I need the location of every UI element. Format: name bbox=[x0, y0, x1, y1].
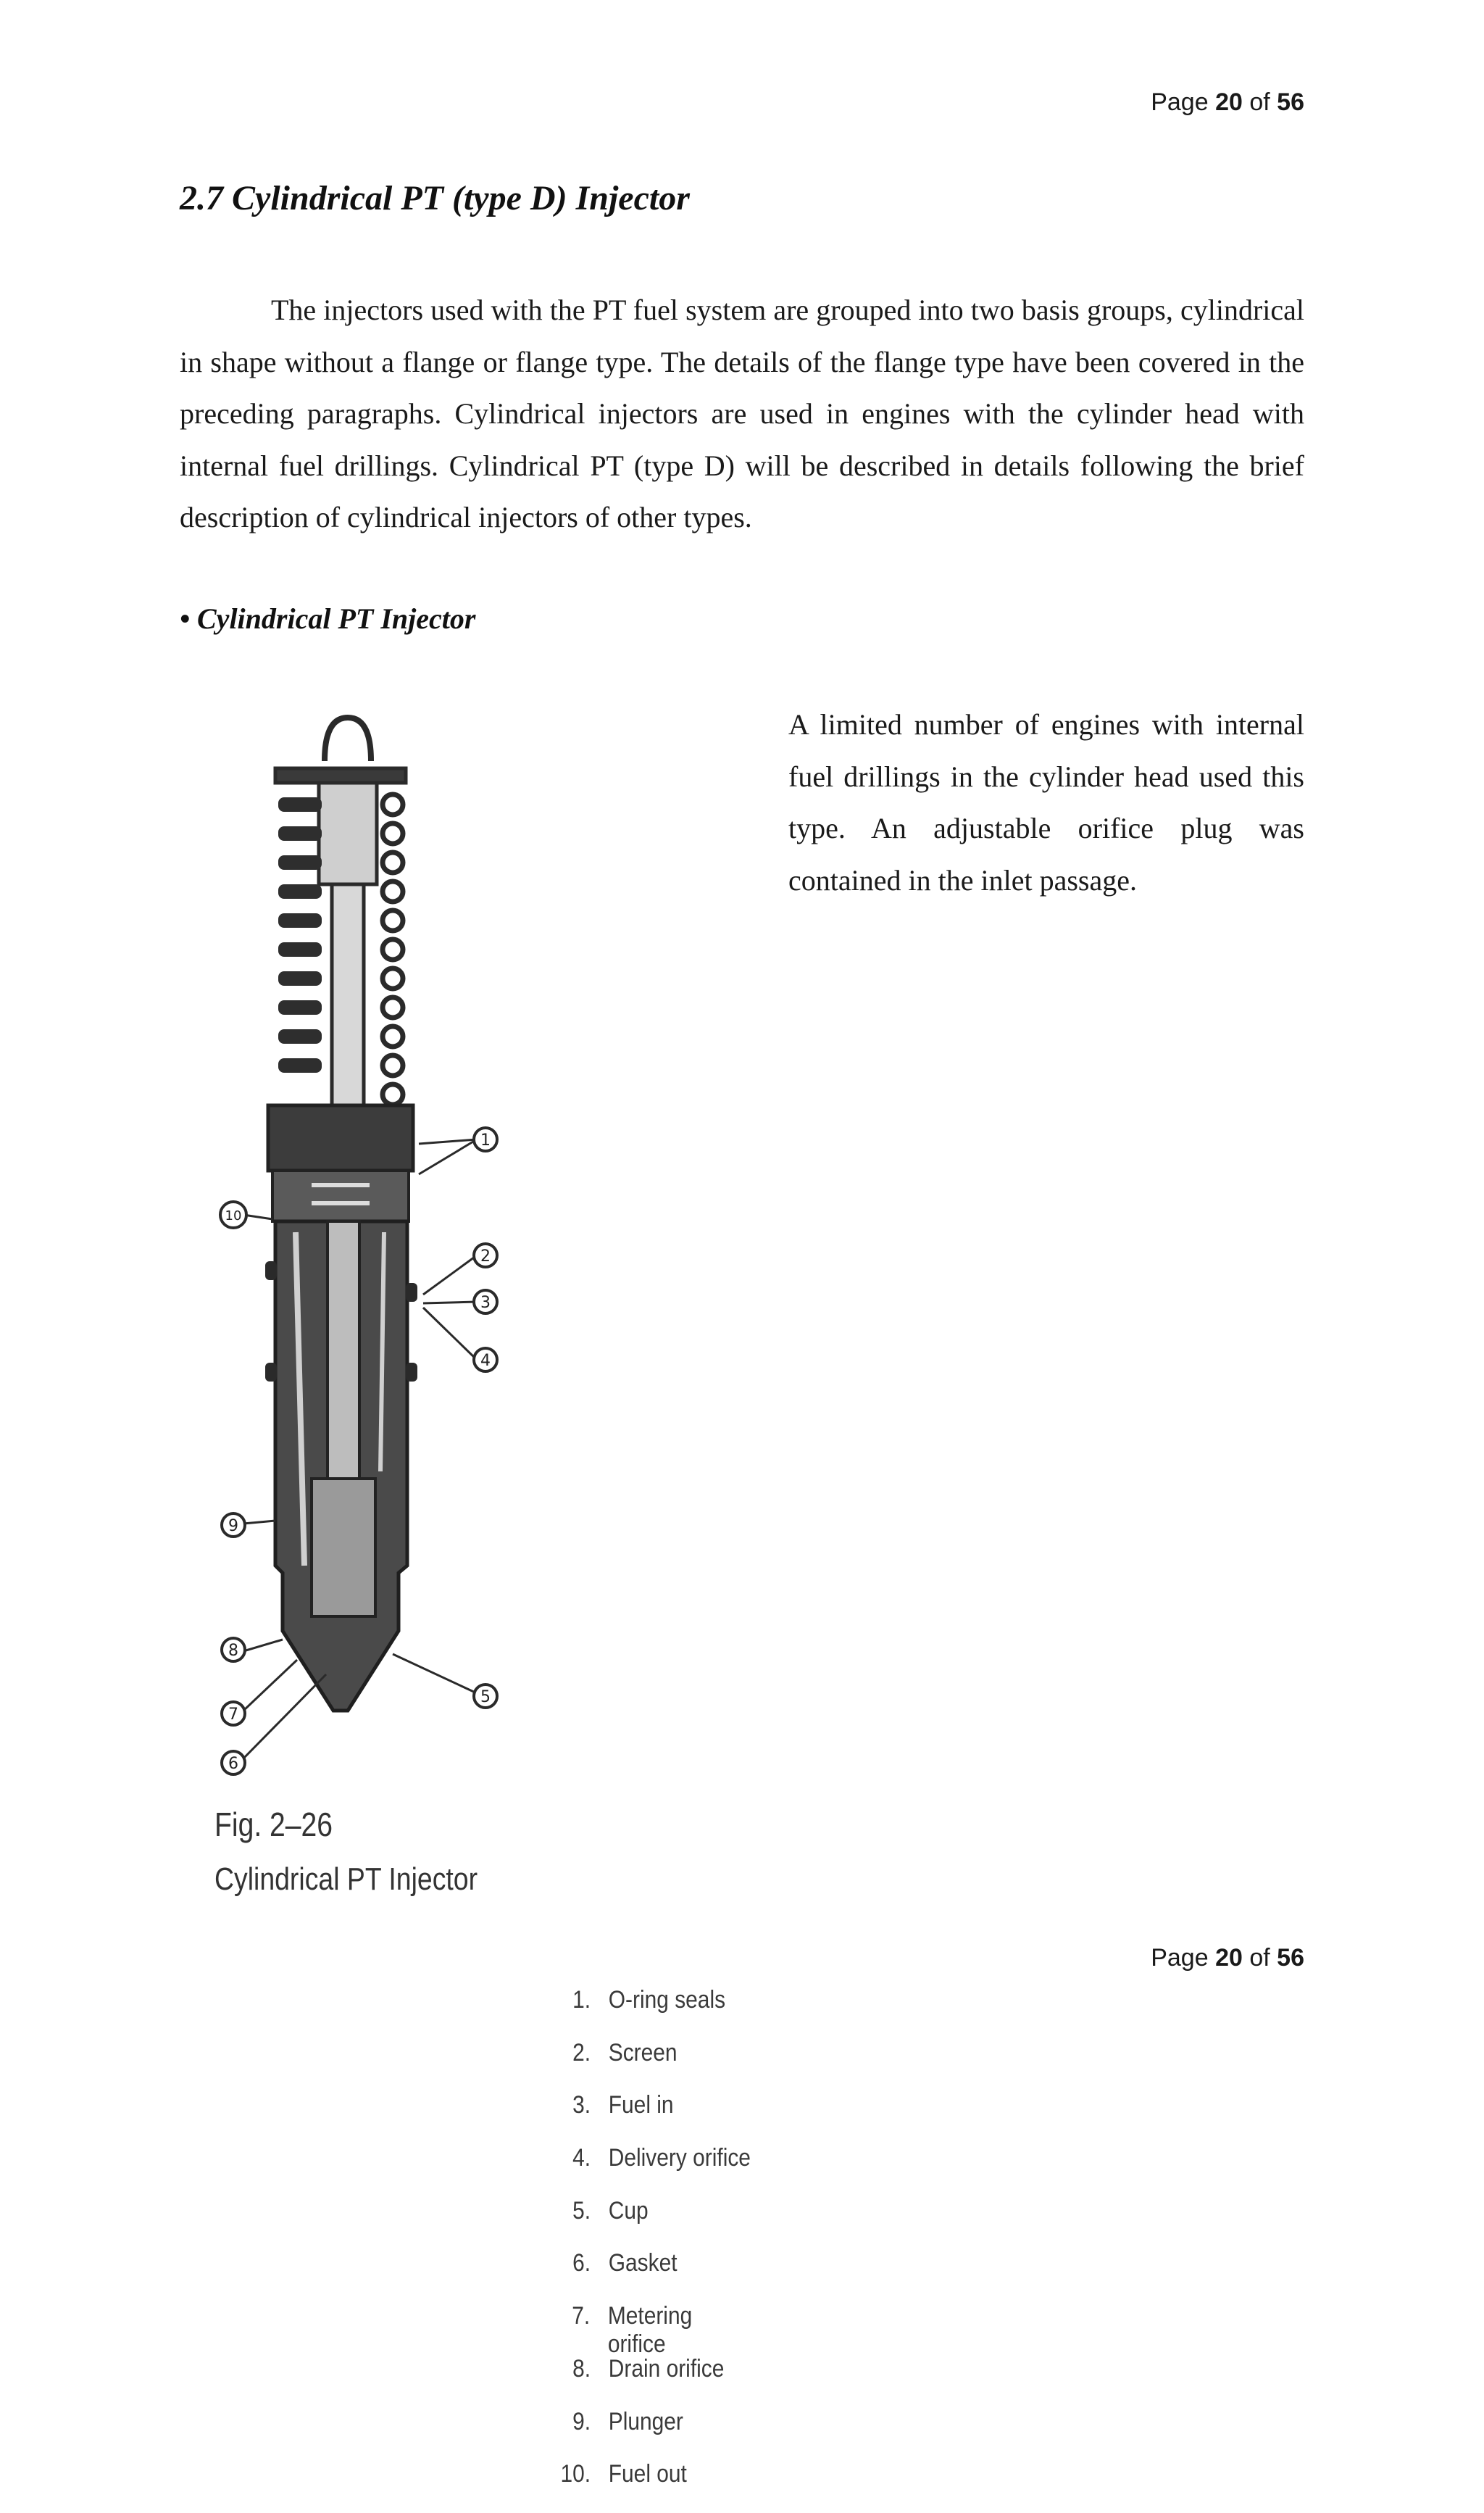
injector-figure bbox=[203, 710, 783, 2488]
legend-item: 4. Delivery orifice bbox=[572, 2144, 751, 2172]
callout-10 bbox=[220, 1202, 246, 1228]
legend-item: 3. Fuel in bbox=[572, 2091, 674, 2119]
side-paragraph: A limited number of engines with internal fuel drillings in the cylinder head used this type. An adjustable orifice plug was contained in the inlet passage. bbox=[788, 708, 1304, 897]
callout-9 bbox=[222, 1513, 245, 1537]
page-of: of bbox=[1249, 1944, 1270, 1972]
svg-text:3: 3 bbox=[480, 1294, 491, 1312]
callout-8 bbox=[222, 1638, 245, 1661]
page-number-footer bbox=[1151, 1944, 1304, 1972]
intro-paragraph: The injectors used with the PT fuel system are grouped into two basis groups, cylindrical in shape without a flange or flange type. The details of the flange type have been covered in the preceding paragraphs. Cylindrical injectors are used in engines with the cylinder head with internal fuel drillings. Cylindrical PT (type D) will be described in details following the brief description of cylindrical injectors of other types. bbox=[180, 294, 1304, 533]
page-current: 20 bbox=[1215, 88, 1243, 116]
page-total: 56 bbox=[1277, 1944, 1304, 1972]
page-total: 56 bbox=[1277, 88, 1304, 116]
callout-5 bbox=[474, 1685, 497, 1708]
legend-item: 1. O-ring seals bbox=[572, 1986, 726, 2014]
legend-item: 8. Drain orifice bbox=[572, 2354, 725, 2383]
svg-text:4: 4 bbox=[480, 1352, 491, 1370]
page-number-header bbox=[1151, 88, 1304, 117]
legend-item: 5. Cup bbox=[572, 2196, 649, 2225]
legend-item: 2. Screen bbox=[572, 2038, 678, 2067]
svg-text:8: 8 bbox=[228, 1642, 238, 1660]
legend-item: 10. Fuel out bbox=[560, 2460, 687, 2488]
svg-text:6: 6 bbox=[228, 1755, 238, 1773]
svg-text:2: 2 bbox=[480, 1247, 491, 1266]
callout-6 bbox=[222, 1751, 245, 1774]
figure-title: Cylindrical PT Injector bbox=[214, 1861, 478, 1897]
legend-item: 6. Gasket bbox=[572, 2249, 678, 2277]
callout-2 bbox=[474, 1244, 497, 1267]
legend-item: 7. Metering orifice bbox=[572, 2302, 693, 2359]
callout-3 bbox=[474, 1290, 497, 1313]
svg-text:7: 7 bbox=[228, 1706, 238, 1724]
injector-drawing bbox=[203, 710, 783, 1928]
subsection-heading: • Cylindrical PT Injector bbox=[180, 602, 476, 635]
callout-4 bbox=[474, 1348, 497, 1371]
svg-text:9: 9 bbox=[228, 1517, 238, 1535]
page-prefix: Page bbox=[1151, 88, 1209, 116]
page-current: 20 bbox=[1215, 1944, 1243, 1972]
page-of: of bbox=[1249, 88, 1270, 116]
figure-number: Fig. 2–26 bbox=[214, 1806, 333, 1843]
svg-text:10: 10 bbox=[225, 1208, 242, 1224]
page-prefix: Page bbox=[1151, 1944, 1209, 1972]
svg-text:1: 1 bbox=[480, 1131, 491, 1150]
callout-7 bbox=[222, 1702, 245, 1725]
section-heading: 2.7 Cylindrical PT (type D) Injector bbox=[180, 179, 690, 217]
svg-text:5: 5 bbox=[480, 1688, 491, 1706]
legend-item: 9. Plunger bbox=[572, 2407, 683, 2435]
callout-1 bbox=[474, 1128, 497, 1151]
figure-legend bbox=[543, 1986, 754, 2513]
